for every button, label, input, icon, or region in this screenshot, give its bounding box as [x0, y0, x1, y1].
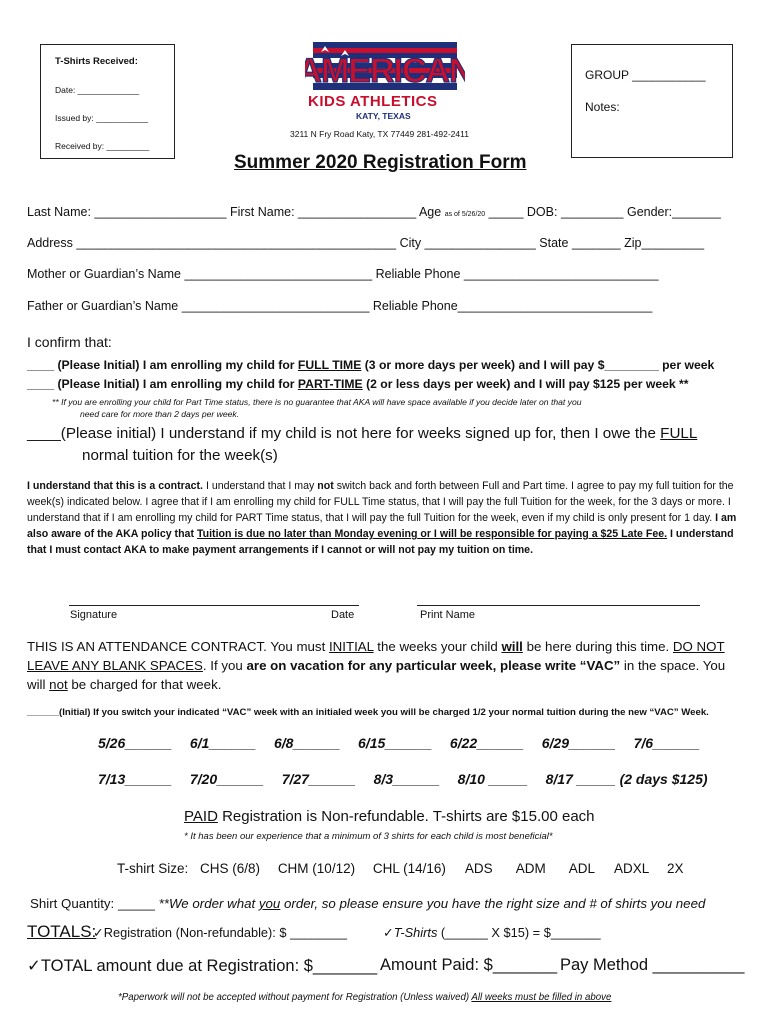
- week-8-3[interactable]: 8/3______: [373, 771, 440, 787]
- attendance-vac: are on vacation for any particular week, please write “VAC”: [246, 658, 621, 673]
- full-time-term: FULL TIME: [297, 358, 362, 372]
- full-time-initial-line[interactable]: [27, 358, 714, 372]
- group-notes-box: [571, 44, 733, 158]
- full-post: (3 or more days per week) and I will pay $________ per week: [361, 358, 715, 372]
- owe-line-text: ____(Please initial) I understand if my child is not here for weeks signed up for, then I owe the: [27, 425, 661, 442]
- shirt-quantity-blank[interactable]: _____: [114, 896, 159, 911]
- attendance-text-3: be here during this time.: [522, 639, 673, 654]
- shirt-quantity-label: Shirt Quantity:: [30, 896, 115, 911]
- owe-initial-line[interactable]: [27, 425, 697, 442]
- week-6-8[interactable]: 6/8______: [273, 735, 341, 751]
- full-pre: ____ (Please Initial) I am enrolling my child for: [27, 358, 298, 372]
- size-adm[interactable]: ADM: [515, 861, 546, 876]
- mother-row[interactable]: Mother or Guardian’s Name ___________________________ Reliable Phone ____________________________: [27, 267, 659, 281]
- size-adxl[interactable]: ADXL: [613, 861, 650, 876]
- contract-bold-3: I understand that I must contact AKA to make payment arrangements if I cannot or will not pay my tuition on time.: [27, 528, 734, 556]
- week-7-6[interactable]: 7/6______: [633, 735, 700, 751]
- part-time-note-2: need care for more than 2 days per week.: [80, 409, 240, 419]
- size-chs[interactable]: CHS (6/8): [200, 861, 261, 876]
- stamp-issued-by-field[interactable]: Issued by: ___________: [55, 113, 149, 123]
- notes-field[interactable]: Notes:: [585, 100, 620, 114]
- attendance-text-1: You must: [266, 639, 329, 654]
- week-7-20[interactable]: 7/20______: [189, 771, 264, 787]
- size-adl[interactable]: ADL: [568, 861, 595, 876]
- week-7-13[interactable]: 7/13______: [98, 771, 172, 787]
- attendance-initial: INITIAL: [328, 639, 374, 654]
- logo-name: KIDS ATHLETICS: [308, 93, 438, 110]
- owe-line-2: normal tuition for the week(s): [82, 447, 278, 464]
- tshirts-received-title: T-Shirts Received:: [55, 56, 138, 67]
- attendance-paragraph: [27, 637, 747, 694]
- size-chl[interactable]: CHL (14/16): [372, 861, 446, 876]
- registration-check: ✓Registration: [93, 925, 173, 940]
- tshirt-size-row: [117, 861, 684, 876]
- pay-method-field[interactable]: Pay Method __________: [560, 956, 745, 974]
- tshirts-rest: (______ X $15) = $_______: [437, 925, 601, 940]
- week-6-1[interactable]: 6/1______: [189, 735, 257, 751]
- footer-note: [118, 992, 611, 1003]
- attendance-text-5: in the space. You will: [27, 658, 726, 692]
- contract-paragraph: [27, 478, 745, 558]
- total-due-field[interactable]: ✓TOTAL amount due at Registration: $_______: [27, 957, 378, 975]
- week-8-10[interactable]: 8/10 _____: [457, 771, 528, 787]
- contract-bold-2: I am also aware of the AKA policy that: [27, 512, 737, 540]
- contract-text-1: I understand that I may: [203, 480, 318, 492]
- tshirts-received-box: [40, 44, 175, 159]
- signature-line[interactable]: [69, 605, 359, 606]
- quantity-note-you: you: [258, 896, 281, 911]
- amount-paid-field[interactable]: Amount Paid: $_______: [380, 956, 558, 974]
- tshirts-total[interactable]: [383, 925, 601, 941]
- group-field[interactable]: GROUP ___________: [585, 68, 706, 82]
- signature-label: Signature: [70, 609, 118, 621]
- logo-city: KATY, TEXAS: [356, 111, 411, 121]
- week-6-29[interactable]: 6/29______: [541, 735, 616, 751]
- size-chm[interactable]: CHM (10/12): [277, 861, 356, 876]
- quantity-note-2: order, so please ensure you have the right size and # of shirts you need: [280, 896, 706, 911]
- tshirt-size-label: T-shirt Size:: [117, 861, 189, 876]
- footer-text: *Paperwork will not be accepted without payment for Registration (Unless waived): [118, 992, 472, 1003]
- date-label: Date: [331, 609, 355, 621]
- shirts-note: * It has been our experience that a minimum of 3 shirts for each child is most beneficial*: [184, 831, 553, 842]
- name-row-text: Last Name: ___________________ First Name: _________________ Age: [27, 205, 442, 219]
- shirt-quantity-row[interactable]: [30, 896, 705, 911]
- print-name-line[interactable]: [417, 605, 700, 606]
- attendance-text-2: the weeks your child: [373, 639, 502, 654]
- week-7-27[interactable]: 7/27______: [281, 771, 356, 787]
- quantity-note-1: **We order what: [158, 896, 259, 911]
- size-ads[interactable]: ADS: [464, 861, 493, 876]
- weeks-row-1: [98, 735, 700, 751]
- paid-registration-line: [184, 808, 595, 825]
- attendance-will: will: [501, 639, 523, 654]
- part-time-note-1: ** If you are enrolling your child for Part Time status, there is no guarantee that AKA will have space available if you decide later on that you: [52, 397, 582, 407]
- vac-initial-line[interactable]: ______(Initial) If you switch your indicated “VAC” week with an initialed week you will be charged 1/2 your normal tuition during the new “VAC” Week.: [27, 707, 709, 718]
- contract-bold-1: I understand that this is a contract.: [27, 480, 204, 492]
- father-row[interactable]: Father or Guardian’s Name ___________________________ Reliable Phone____________________________: [27, 299, 653, 313]
- size-2x[interactable]: 2X: [667, 861, 684, 876]
- week-5-26[interactable]: 5/26______: [98, 735, 172, 751]
- registration-rest: (Non-refundable): $ ________: [172, 925, 348, 940]
- week-6-15[interactable]: 6/15______: [358, 735, 432, 751]
- contract-not: not: [317, 480, 334, 492]
- registration-total[interactable]: [93, 925, 347, 941]
- attendance-not: not: [49, 677, 68, 692]
- part-pre: ____ (Please Initial) I am enrolling my child for: [27, 377, 298, 391]
- paid-term: PAID: [184, 808, 218, 825]
- footer-weeks-note: All weeks must be filled in above: [471, 992, 612, 1003]
- attendance-text-6: be charged for that week.: [67, 677, 222, 692]
- address-line: 3211 N Fry Road Katy, TX 77449 281-492-2411: [290, 129, 469, 139]
- name-row-text-2: _____ DOB: _________ Gender:_______: [488, 205, 721, 219]
- week-8-17[interactable]: 8/17 _____ (2 days $125): [545, 771, 708, 787]
- attendance-bold-title: THIS IS AN ATTENDANCE CONTRACT.: [27, 639, 267, 654]
- attendance-do-not: DO NOT LEAVE ANY BLANK SPACES: [27, 639, 725, 673]
- address-row[interactable]: Address ______________________________________________ City ________________ State _______ Zip_________: [27, 236, 705, 250]
- weeks-row-2: [98, 771, 708, 787]
- owe-full-term: FULL: [660, 425, 698, 442]
- logo-word: AMERICAN: [305, 52, 465, 90]
- contract-late-fee: Tuition is due no later than Monday evening or I will be responsible for paying a $25 Late Fee.: [196, 528, 668, 540]
- paid-rest: Registration is Non-refundable. T-shirts are $15.00 each: [217, 808, 595, 825]
- confirm-heading: I confirm that:: [27, 334, 112, 350]
- part-time-term: PART-TIME: [297, 377, 363, 391]
- stamp-received-by-field[interactable]: Received by: _________: [55, 141, 150, 151]
- print-name-label: Print Name: [420, 609, 476, 621]
- part-time-initial-line[interactable]: [27, 377, 689, 391]
- name-row[interactable]: [27, 205, 721, 219]
- attendance-text-4: . If you: [202, 658, 247, 673]
- age-as-of: as of 5/26/20: [444, 211, 486, 218]
- stamp-date-field[interactable]: Date: _____________: [55, 85, 140, 95]
- contract-text-2: switch back and forth between Full and Part time. I agree to pay my full tuition for the week(s) indicated below. I agree that if I am enrolling my child for FULL Time status, that I will pay the full Tuition for the week, for the 3 days or more. I understand that if I am enrolling my child for PART Time status, that I will pay the full Tuition for the week, even if my child is only present for 1 day.: [27, 480, 734, 524]
- part-post: (2 or less days per week) and I will pay $125 per week **: [362, 377, 689, 391]
- tshirts-check: ✓T-Shirts: [383, 925, 438, 940]
- week-6-22[interactable]: 6/22______: [449, 735, 524, 751]
- form-title: Summer 2020 Registration Form: [234, 152, 527, 173]
- totals-label: TOTALS:: [27, 922, 97, 941]
